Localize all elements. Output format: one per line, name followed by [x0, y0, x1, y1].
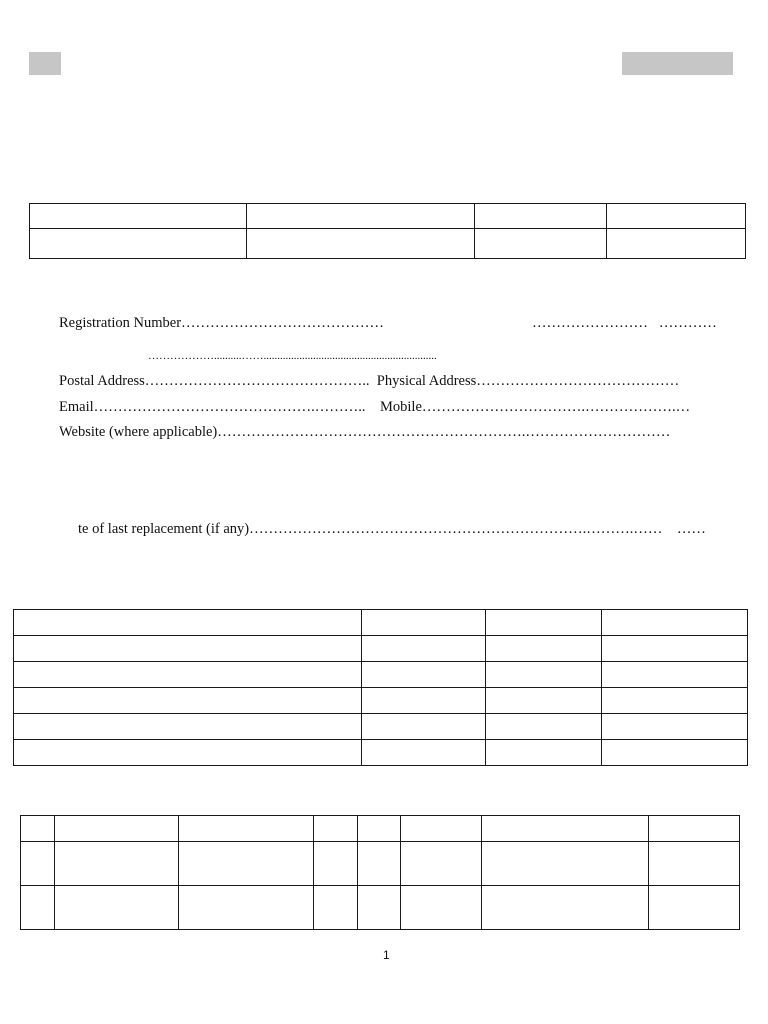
table-cell[interactable] — [247, 204, 475, 229]
table-cell[interactable] — [358, 816, 401, 842]
postal-label: Postal Address — [59, 373, 145, 389]
email-label: Email — [59, 399, 94, 415]
mobile-label: Mobile — [380, 399, 422, 415]
continuation-field[interactable]: ………………..........……............................................................... — [148, 350, 437, 362]
page-number: 1 — [383, 948, 390, 962]
table-cell[interactable] — [55, 816, 179, 842]
table-cell[interactable] — [179, 886, 314, 930]
bottom-table — [20, 815, 740, 930]
table-cell[interactable] — [362, 714, 486, 740]
table-cell[interactable] — [21, 886, 55, 930]
table-cell[interactable] — [179, 816, 314, 842]
postal-field[interactable]: ……………………………………….. — [144, 373, 370, 389]
physical-field[interactable]: …………………………………… — [476, 373, 680, 389]
table-cell[interactable] — [602, 636, 748, 662]
table-cell[interactable] — [649, 842, 740, 886]
registration-extra-dots[interactable] — [532, 314, 717, 332]
table-cell[interactable] — [602, 714, 748, 740]
replacement-line — [78, 520, 706, 538]
table-cell[interactable] — [401, 816, 482, 842]
table-cell[interactable] — [362, 610, 486, 636]
middle-table — [13, 609, 748, 766]
table-cell[interactable] — [482, 842, 649, 886]
table-cell[interactable] — [401, 886, 482, 930]
table-cell[interactable] — [362, 636, 486, 662]
table-cell[interactable] — [486, 662, 602, 688]
mobile-field[interactable]: …………………………….……………….… — [421, 399, 691, 415]
replacement-label: te of last replacement (if any) — [78, 521, 250, 537]
continuation-line[interactable] — [148, 347, 437, 365]
table-cell[interactable] — [486, 610, 602, 636]
table-cell[interactable] — [602, 610, 748, 636]
table-cell[interactable] — [358, 886, 401, 930]
table-cell[interactable] — [21, 842, 55, 886]
postal-physical-line — [59, 372, 679, 390]
table-cell[interactable] — [475, 229, 607, 259]
table-cell[interactable] — [602, 688, 748, 714]
table-cell[interactable] — [30, 204, 247, 229]
replacement-field[interactable]: …………………………………………………………….……….…… — [249, 521, 663, 537]
redacted-block-left — [29, 52, 61, 75]
website-label: Website (where applicable) — [59, 424, 218, 440]
email-mobile-line — [59, 398, 690, 416]
table-cell[interactable] — [247, 229, 475, 259]
table-cell[interactable] — [55, 886, 179, 930]
table-cell[interactable] — [482, 816, 649, 842]
website-field[interactable]: ……………………………………………………….………………………… — [217, 424, 671, 440]
table-cell[interactable] — [314, 816, 358, 842]
registration-field-c[interactable]: ………… — [658, 315, 717, 331]
table-cell[interactable] — [486, 688, 602, 714]
table-cell[interactable] — [486, 714, 602, 740]
table-cell[interactable] — [14, 714, 362, 740]
website-line — [59, 423, 670, 441]
table-cell[interactable] — [55, 842, 179, 886]
replacement-field-b[interactable]: …… — [676, 521, 706, 537]
registration-field-b[interactable]: …………………… — [532, 315, 648, 331]
table-cell[interactable] — [358, 842, 401, 886]
registration-field[interactable]: …………………………………… — [181, 315, 385, 331]
table-cell[interactable] — [14, 740, 362, 766]
table-cell[interactable] — [362, 740, 486, 766]
table-cell[interactable] — [362, 688, 486, 714]
table-cell[interactable] — [14, 688, 362, 714]
table-cell[interactable] — [30, 229, 247, 259]
table-cell[interactable] — [362, 662, 486, 688]
registration-label: Registration Number — [59, 315, 182, 331]
registration-line — [59, 314, 384, 332]
table-cell[interactable] — [607, 229, 746, 259]
redacted-block-right — [622, 52, 733, 75]
table-cell[interactable] — [314, 886, 358, 930]
table-cell[interactable] — [14, 636, 362, 662]
table-cell[interactable] — [314, 842, 358, 886]
table-cell[interactable] — [486, 636, 602, 662]
table-cell[interactable] — [649, 816, 740, 842]
table-cell[interactable] — [482, 886, 649, 930]
table-cell[interactable] — [486, 740, 602, 766]
table-cell[interactable] — [401, 842, 482, 886]
table-cell[interactable] — [14, 662, 362, 688]
table-cell[interactable] — [607, 204, 746, 229]
table-cell[interactable] — [21, 816, 55, 842]
table-cell[interactable] — [475, 204, 607, 229]
table-cell[interactable] — [649, 886, 740, 930]
email-field[interactable]: ……………………………………….……….. — [93, 399, 366, 415]
top-table — [29, 203, 746, 259]
table-cell[interactable] — [14, 610, 362, 636]
table-cell[interactable] — [602, 662, 748, 688]
table-cell[interactable] — [602, 740, 748, 766]
physical-label: Physical Address — [376, 373, 477, 389]
table-cell[interactable] — [179, 842, 314, 886]
